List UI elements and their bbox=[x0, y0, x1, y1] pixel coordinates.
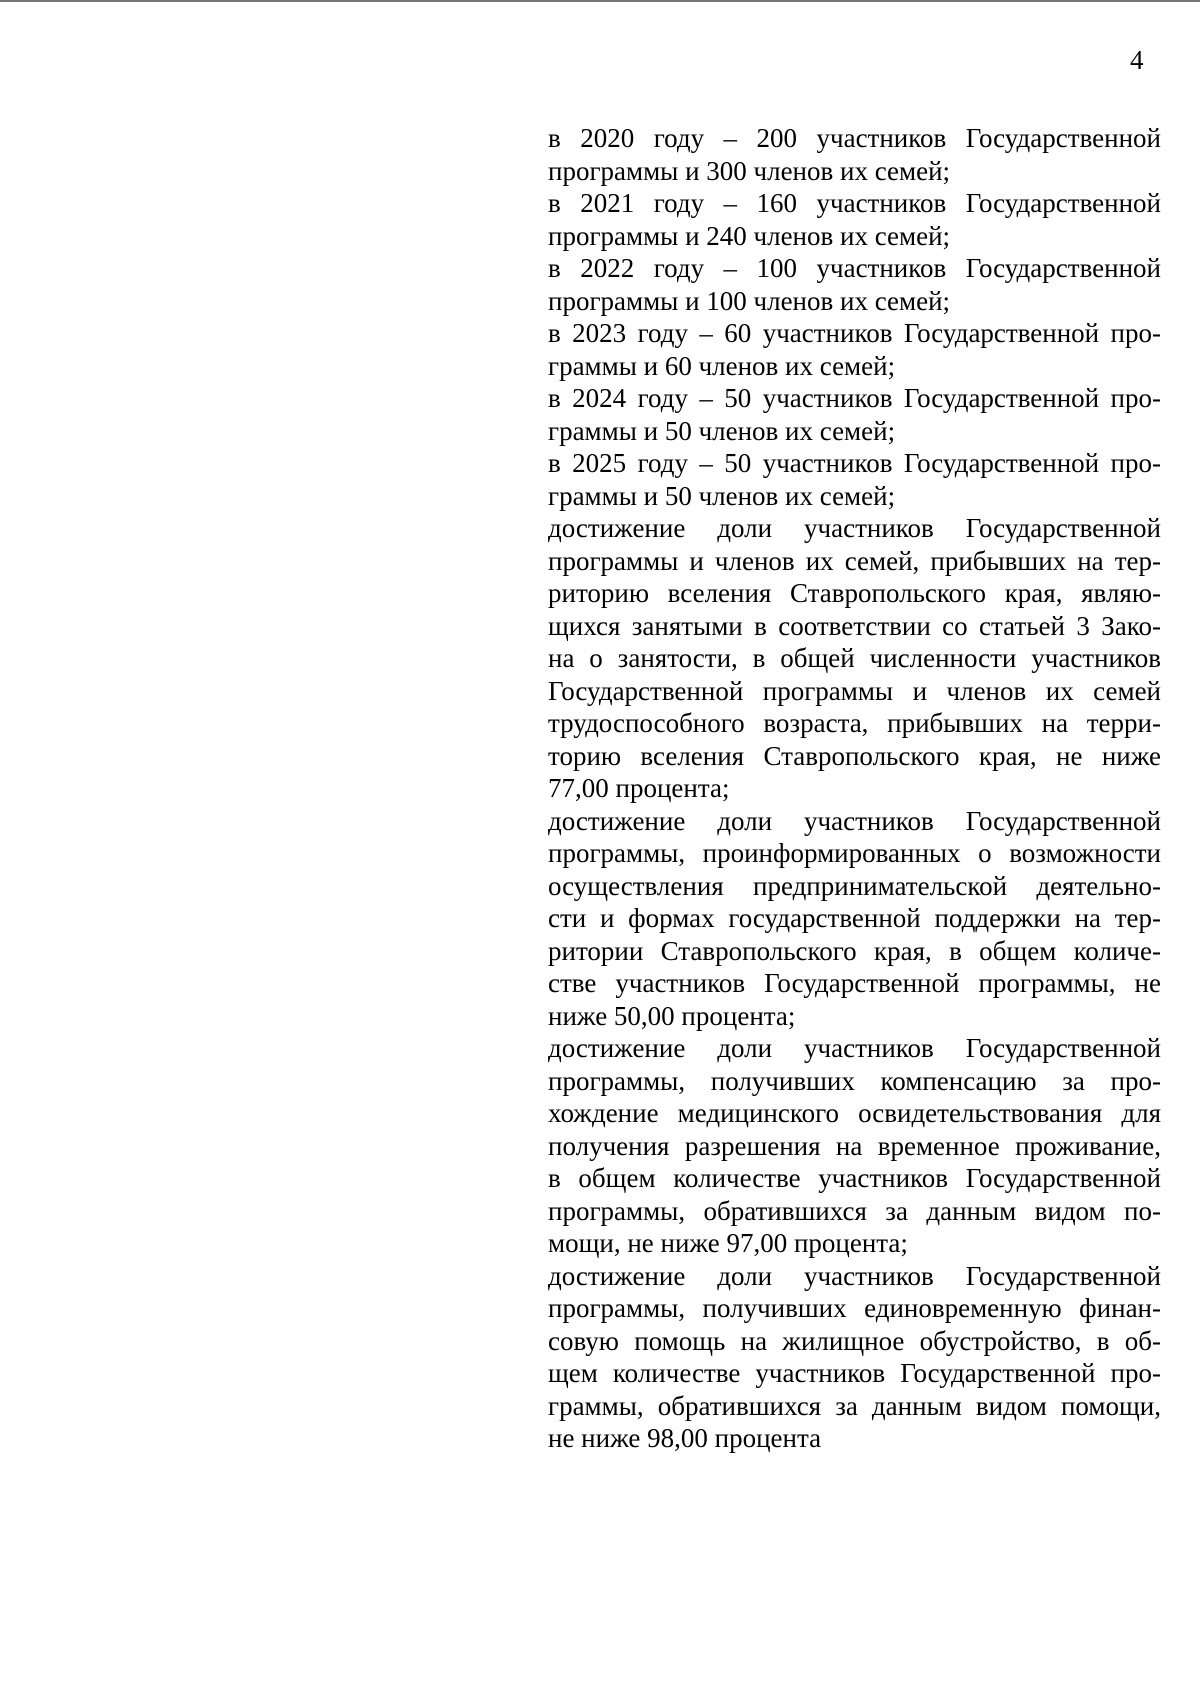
text-line: на о занятости, в общей численности участников bbox=[548, 643, 1161, 673]
text-line: достижение доли участников Государственной bbox=[548, 513, 1161, 543]
text-line: в 2021 году – 160 участников Государственной bbox=[548, 188, 1161, 218]
text-line: в 2023 году – 60 участников Государственной про- bbox=[548, 318, 1161, 348]
paragraph bbox=[548, 187, 1161, 252]
text-line: получения разрешения на временное проживание, bbox=[548, 1130, 1161, 1161]
text-line: граммы и 60 членов их семей; bbox=[548, 350, 896, 381]
text-line: достижение доли участников Государственной bbox=[548, 1033, 1161, 1063]
text-line: программы, получивших единовременную финан- bbox=[548, 1293, 1161, 1323]
text-line: программы, получивших компенсацию за про- bbox=[548, 1065, 1161, 1096]
text-line: риторию вселения Ставропольского края, являю- bbox=[548, 578, 1161, 608]
paragraph bbox=[548, 1260, 1161, 1455]
text-line: программы и 100 членов их семей; bbox=[548, 285, 951, 316]
paragraph bbox=[548, 447, 1161, 512]
text-line: программы и 240 членов их семей; bbox=[548, 220, 951, 251]
text-line: в общем количестве участников Государственной bbox=[548, 1163, 1161, 1193]
text-line: стве участников Государственной программы, не bbox=[548, 968, 1161, 998]
text-line: в 2020 году – 200 участников Государственной bbox=[548, 123, 1161, 153]
text-line: хождение медицинского освидетельствования для bbox=[548, 1098, 1161, 1128]
paragraph bbox=[548, 1032, 1161, 1260]
page-number: 4 bbox=[1130, 45, 1144, 75]
text-line: программы и 300 членов их семей; bbox=[548, 155, 951, 186]
top-scan-edge bbox=[0, 0, 1200, 2]
paragraph bbox=[548, 512, 1161, 805]
text-line: граммы, обратившихся за данным видом помощи, bbox=[548, 1390, 1161, 1421]
text-line: граммы и 50 членов их семей; bbox=[548, 415, 896, 446]
text-line: ритории Ставропольского края, в общем количе- bbox=[548, 935, 1161, 966]
text-line: Государственной программы и членов их семей bbox=[548, 675, 1161, 706]
paragraph bbox=[548, 317, 1161, 382]
text-line: программы, обратившихся за данным видом по- bbox=[548, 1195, 1161, 1226]
text-line: сти и формах государственной поддержки на тер- bbox=[548, 903, 1161, 933]
text-line: граммы и 50 членов их семей; bbox=[548, 480, 896, 511]
text-line: в 2024 году – 50 участников Государственной про- bbox=[548, 383, 1161, 413]
text-line: 77,00 процента; bbox=[548, 773, 730, 803]
text-line: программы, проинформированных о возможности bbox=[548, 838, 1161, 868]
paragraph bbox=[548, 382, 1161, 447]
text-line: мощи, не ниже 97,00 процента; bbox=[548, 1228, 908, 1258]
text-line: не ниже 98,00 процента bbox=[548, 1423, 822, 1453]
text-line: трудоспособного возраста, прибывших на терри- bbox=[548, 708, 1161, 738]
text-line: в 2025 году – 50 участников Государственной про- bbox=[548, 448, 1161, 478]
text-line: в 2022 году – 100 участников Государственной bbox=[548, 253, 1161, 283]
text-line: торию вселения Ставропольского края, не ниже bbox=[548, 740, 1161, 771]
paragraph bbox=[548, 252, 1161, 317]
text-line: программы и членов их семей, прибывших на тер- bbox=[548, 545, 1161, 576]
text-line: совую помощь на жилищное обустройство, в об- bbox=[548, 1325, 1161, 1356]
paragraph bbox=[548, 122, 1161, 187]
text-line: осуществления предпринимательской деятельно- bbox=[548, 870, 1161, 901]
text-line: достижение доли участников Государственной bbox=[548, 805, 1161, 836]
text-line: ниже 50,00 процента; bbox=[548, 1000, 796, 1031]
text-line: достижение доли участников Государственной bbox=[548, 1260, 1161, 1291]
text-line: щем количестве участников Государственной про- bbox=[548, 1358, 1161, 1388]
text-line: щихся занятыми в соответствии со статьей 3 Зако- bbox=[548, 610, 1161, 641]
document-body bbox=[548, 122, 1161, 1455]
paragraph bbox=[548, 805, 1161, 1033]
